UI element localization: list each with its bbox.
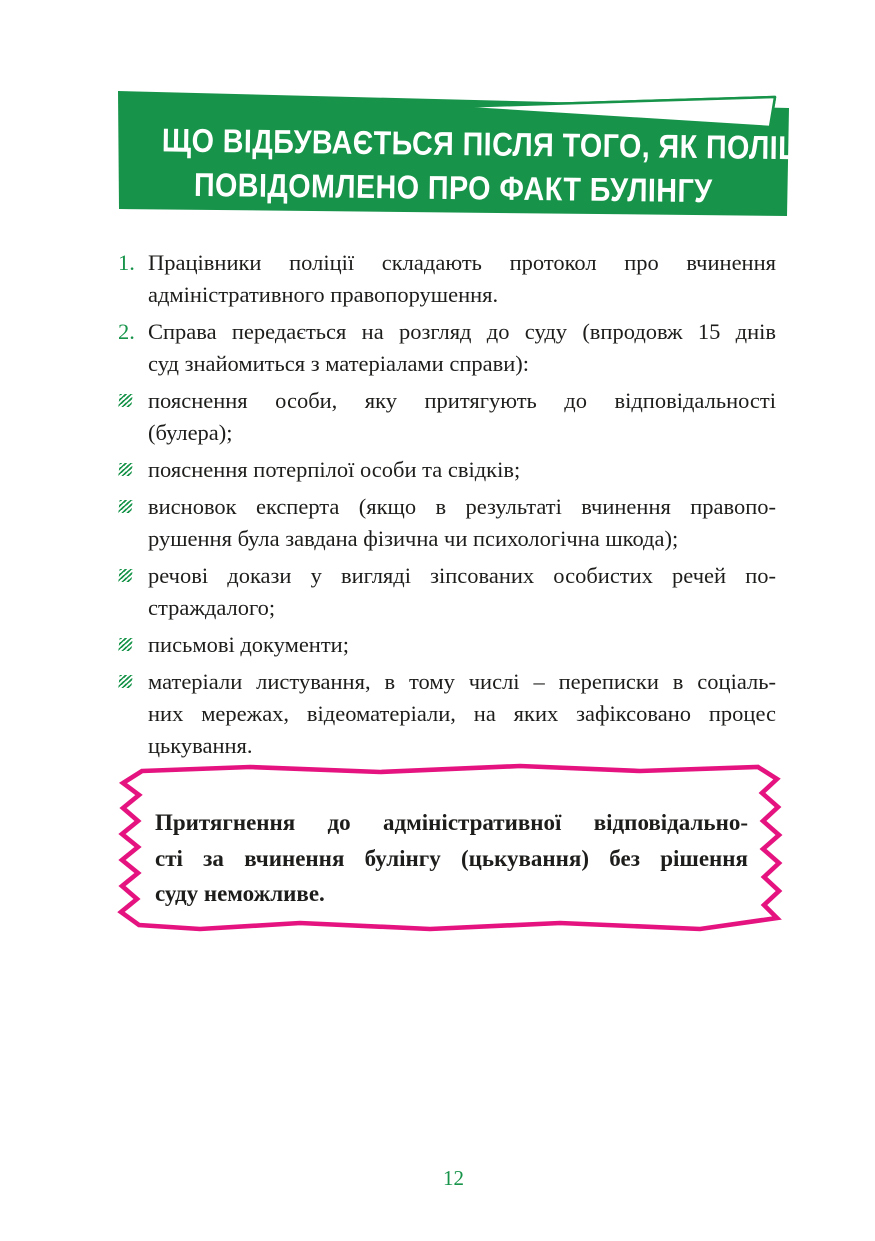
text-line: Притягнення до адміністративної відповідально- (155, 810, 748, 835)
text-line: письмові документи; (148, 632, 349, 657)
bullet-marker (118, 385, 148, 449)
numbered-item (118, 316, 776, 380)
item-text (148, 560, 776, 624)
bullet-marker (118, 454, 148, 486)
hatched-bullet-icon (118, 500, 132, 513)
bullet-marker (118, 560, 148, 624)
bullet-list (118, 385, 776, 762)
text-line: них мережах, відеоматеріали, на яких зафіксовано процес (148, 701, 776, 726)
hatched-bullet-icon (118, 638, 132, 651)
bullet-marker (118, 491, 148, 555)
page-number: 12 (443, 1166, 464, 1190)
hatched-bullet-icon (118, 569, 132, 582)
text-line: матеріали листування, в тому числі – переписки в соціаль- (148, 669, 776, 694)
section-title-line2: ПОВІДОМЛЕНО ПРО ФАКТ БУЛІНГУ (193, 165, 713, 210)
bullet-item (118, 629, 776, 661)
body-content (118, 247, 776, 767)
callout-box-text (155, 805, 748, 912)
text-line: сті за вчинення булінгу (цькування) без рішення (155, 845, 748, 871)
text-line: суд знайомиться з матеріалами справи): (148, 351, 530, 376)
text-line: адміністративного правопорушення. (148, 282, 499, 307)
bullet-item (118, 454, 776, 486)
text-line: Справа передається на розгляд до суду (впродовж 15 днів (148, 319, 776, 344)
hatched-bullet-icon (118, 675, 132, 688)
bullet-item (118, 560, 776, 624)
item-text (148, 629, 776, 661)
text-line: страждалого; (148, 595, 276, 620)
section-title (161, 118, 839, 213)
item-text (148, 247, 776, 311)
bullet-marker (118, 666, 148, 762)
numbered-list (118, 247, 776, 380)
section-title-line1: ЩО ВІДБУВАЄТЬСЯ ПІСЛЯ ТОГО, ЯК ПОЛІЦІЮ (161, 121, 839, 167)
bullet-item (118, 491, 776, 555)
text-line: цькування. (148, 733, 253, 758)
numbered-item (118, 247, 776, 311)
text-line: (булера); (148, 420, 233, 445)
text-line: Працівники поліції складають протокол про вчинення (148, 250, 776, 275)
item-number: 2. (118, 319, 135, 344)
text-line: суду неможливе. (155, 881, 325, 906)
item-text (148, 666, 776, 762)
text-line: рушення була завдана фізична чи психологічна шкода); (148, 526, 679, 551)
text-line: пояснення особи, яку притягують до відповідальності (148, 388, 776, 413)
item-number: 1. (118, 250, 135, 275)
bullet-marker (118, 629, 148, 661)
bullet-item (118, 385, 776, 449)
item-text (148, 316, 776, 380)
text-line: висновок експерта (якщо в результаті вчинення правопо- (148, 494, 776, 519)
text-line: речові докази у вигляді зіпсованих особистих речей по- (148, 563, 776, 588)
text-line: пояснення потерпілої особи та свідків; (148, 457, 521, 482)
hatched-bullet-icon (118, 463, 132, 476)
bullet-item (118, 666, 776, 762)
item-text (148, 491, 776, 555)
item-text (148, 454, 776, 486)
item-text (148, 385, 776, 449)
hatched-bullet-icon (118, 394, 132, 407)
